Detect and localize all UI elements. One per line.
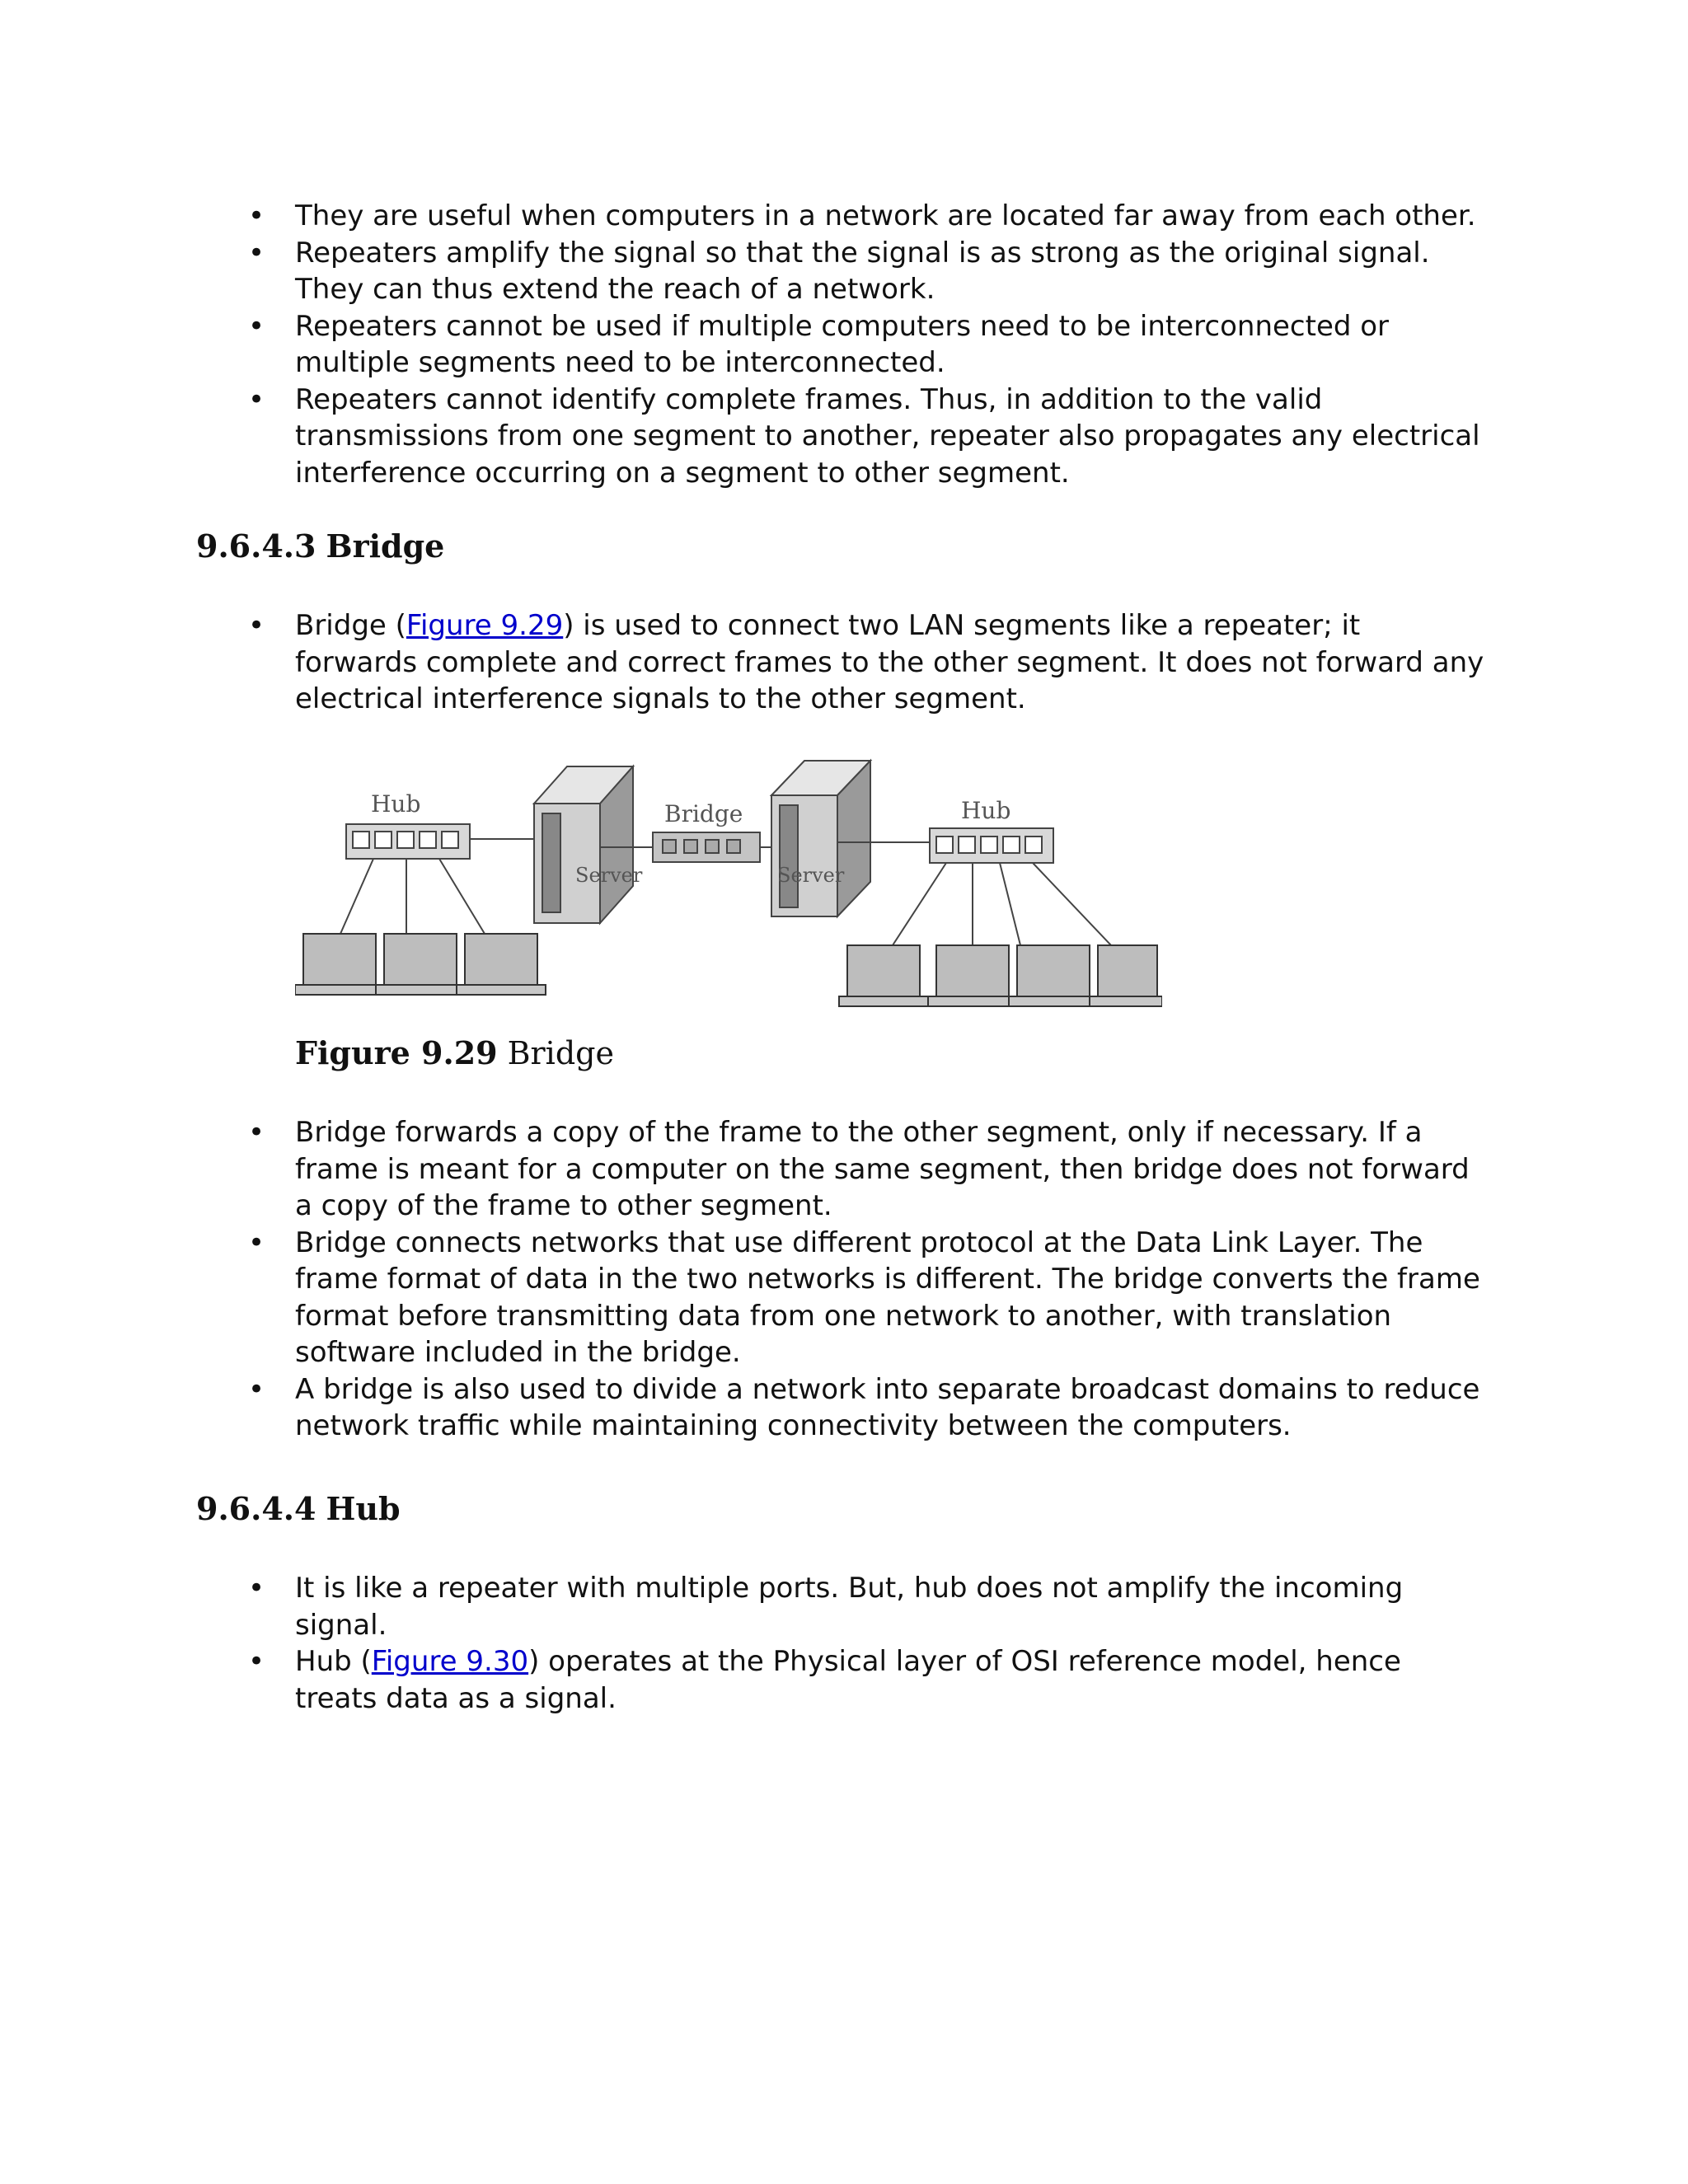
bridge-device [653, 832, 760, 862]
server-left-label: Server [575, 864, 643, 887]
bridge-intro-list [0, 607, 1688, 718]
bullet-icon: • [247, 199, 265, 232]
repeater-bullet-list [0, 198, 1688, 491]
laptop [928, 945, 1017, 1006]
bullet-icon: • [247, 309, 265, 343]
list-item [0, 382, 1490, 492]
list-item [0, 308, 1490, 382]
list-item-text: Bridge connects networks that use different protocol at the Data Link Layer. The frame format of data in the two networks is different. The bridge converts the frame format before transmitting data from one network to another, with translation software included in the bridge. [295, 1226, 1480, 1369]
list-item [0, 198, 1490, 235]
section-number: 9.6.4.3 [196, 527, 316, 565]
server-right [771, 761, 870, 916]
list-item-text: Repeaters cannot be used if multiple computers need to be interconnected or multiple segments need to be interconnected. [295, 309, 1390, 379]
list-item-text: It is like a repeater with multiple ports. But, hub does not amplify the incoming signal. [295, 1572, 1404, 1642]
list-item-text: Repeaters cannot identify complete frames. Thus, in addition to the valid transmissions from one segment to another, repeater also propagates any electrical interference occurring on a segment to other segment. [295, 382, 1480, 490]
bullet-icon: • [247, 1226, 265, 1259]
bullet-icon: • [247, 609, 265, 642]
list-item-text-suffix: ) operates at the Physical layer of OSI reference model, hence treats data as a signal. [295, 1645, 1401, 1715]
list-item-text: They are useful when computers in a network are located far away from each other. [295, 199, 1476, 232]
laptop [376, 934, 465, 995]
section-number: 9.6.4.4 [196, 1490, 316, 1527]
bullet-icon: • [247, 382, 265, 416]
laptop [295, 934, 384, 995]
list-item [0, 1371, 1490, 1445]
bullet-icon: • [247, 1572, 265, 1605]
section-heading-hub [196, 1490, 401, 1527]
figure-caption-label: Figure 9.29 [295, 1034, 498, 1071]
list-item-text: Repeaters amplify the signal so that the signal is as strong as the original signal. They can thus extend the reach of a network. [295, 236, 1430, 306]
list-item [0, 1570, 1490, 1643]
hub-left-label: Hub [371, 790, 421, 818]
list-item-text: Bridge forwards a copy of the frame to the other segment, only if necessary. If a frame is meant for a computer on the same segment, then bridge does not forward a copy of the frame to other segment. [295, 1116, 1470, 1222]
figure-9-29-link[interactable]: Figure 9.29 [406, 609, 564, 642]
list-item-text-prefix: Bridge ( [295, 609, 406, 642]
bullet-icon: • [247, 1645, 265, 1678]
figure-caption-text: Bridge [507, 1035, 614, 1071]
hub-right [930, 828, 1053, 863]
server-right-label: Server [777, 864, 845, 887]
section-heading-bridge [196, 527, 444, 565]
list-item [0, 235, 1490, 308]
list-item-text-suffix: ) is used to connect two LAN segments like a repeater; it forwards complete and correct frames to the other segment. It does not forward any electrical interference signals to the other segment. [295, 609, 1484, 715]
bullet-icon: • [247, 236, 265, 269]
list-item [0, 1114, 1490, 1225]
hub-bullet-list [0, 1570, 1688, 1717]
bullet-icon: • [247, 1116, 265, 1149]
list-item [0, 607, 1490, 718]
server-left [534, 766, 633, 923]
list-item [0, 1225, 1490, 1371]
list-item-text: A bridge is also used to divide a network into separate broadcast domains to reduce network traffic while maintaining connectivity between the computers. [295, 1372, 1480, 1442]
bridge-network-figure [295, 746, 1162, 1010]
list-item-text-prefix: Hub ( [295, 1645, 372, 1678]
section-title: Bridge [326, 527, 445, 565]
figure-caption [295, 1034, 614, 1071]
hub-left [346, 824, 470, 859]
laptop [457, 934, 546, 995]
bullet-icon: • [247, 1372, 265, 1406]
figure-9-30-link[interactable]: Figure 9.30 [371, 1645, 529, 1678]
laptop [839, 945, 928, 1006]
bridge-bullet-list [0, 1114, 1688, 1445]
laptop [1009, 945, 1098, 1006]
laptop [1090, 945, 1162, 1006]
section-title: Hub [326, 1490, 401, 1527]
hub-right-label: Hub [961, 797, 1011, 824]
list-item [0, 1643, 1490, 1717]
bridge-label: Bridge [664, 800, 743, 827]
